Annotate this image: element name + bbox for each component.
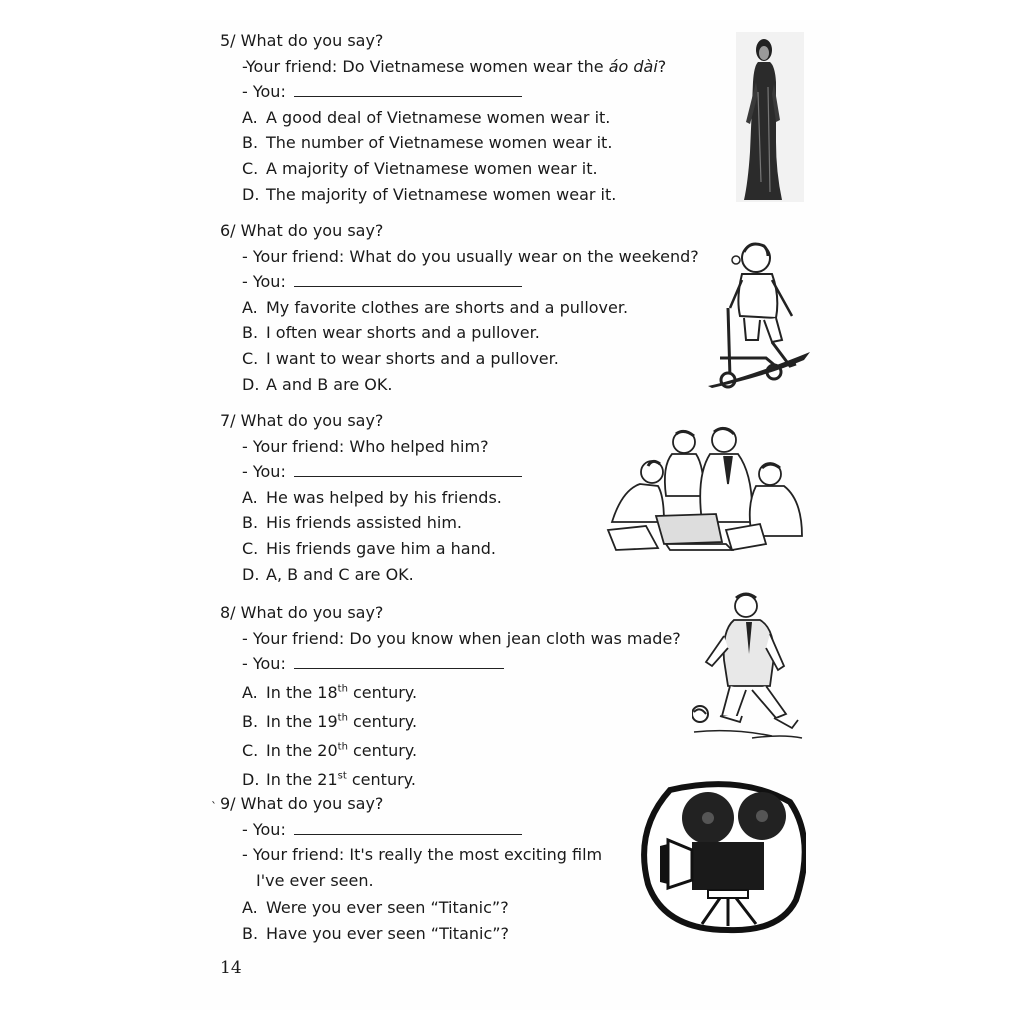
option-d[interactable]: A, B and C are OK. <box>266 564 414 584</box>
question-number: 7/ <box>220 411 236 430</box>
option-letter: B. <box>242 923 259 943</box>
page-number: 14 <box>220 958 242 978</box>
answer-blank[interactable] <box>294 462 522 477</box>
option-b[interactable]: In the 19th century. <box>266 712 418 732</box>
woman-ao-dai-icon <box>736 32 804 202</box>
friend-label: - Your friend: <box>242 845 345 865</box>
man-ball-icon <box>692 590 804 742</box>
option-letter: B. <box>242 133 259 153</box>
question-6 <box>220 218 740 397</box>
option-a[interactable]: A good deal of Vietnamese women wear it. <box>266 107 611 127</box>
question-prompt: What do you say? <box>240 31 384 50</box>
question-number: 8/ <box>220 603 236 622</box>
friend-label: - Your friend: <box>242 628 345 648</box>
you-label: - You: <box>242 819 286 839</box>
option-letter: A. <box>242 487 258 507</box>
question-prompt: What do you say? <box>240 603 384 622</box>
friend-italic-term: áo dài <box>608 56 658 76</box>
stray-mark: ` <box>211 800 217 814</box>
child-scooter-icon <box>706 238 814 390</box>
friend-text: Do you know when jean cloth was made? <box>349 628 681 648</box>
friend-text: What do you usually wear on the weekend? <box>349 246 699 266</box>
option-d[interactable]: The majority of Vietnamese women wear it. <box>266 184 617 204</box>
option-c[interactable]: In the 20th century. <box>266 740 418 760</box>
option-letter: A. <box>242 683 258 703</box>
option-a[interactable]: In the 18th century. <box>266 683 418 703</box>
option-b[interactable]: I often wear shorts and a pullover. <box>266 323 540 343</box>
option-letter: C. <box>242 348 259 368</box>
question-prompt: What do you say? <box>240 794 384 813</box>
answer-blank[interactable] <box>294 654 504 669</box>
option-b[interactable]: The number of Vietnamese women wear it. <box>266 133 613 153</box>
option-letter: B. <box>242 513 259 533</box>
question-prompt: What do you say? <box>240 411 384 430</box>
answer-blank[interactable] <box>294 820 522 835</box>
friend-label: - Your friend: <box>242 246 345 266</box>
option-letter: B. <box>242 323 259 343</box>
option-b[interactable]: His friends assisted him. <box>266 513 462 533</box>
option-b[interactable]: Have you ever seen “Titanic”? <box>266 923 510 943</box>
option-c[interactable]: A majority of Vietnamese women wear it. <box>266 158 598 178</box>
option-a[interactable]: My favorite clothes are shorts and a pullover. <box>266 297 629 317</box>
option-letter: C. <box>242 538 259 558</box>
question-5 <box>220 28 740 207</box>
option-letter: D. <box>242 564 260 584</box>
you-label: - You: <box>242 82 286 102</box>
question-prompt: What do you say? <box>240 221 384 240</box>
option-a[interactable]: He was helped by his friends. <box>266 487 502 507</box>
you-label: - You: <box>242 272 286 292</box>
option-letter: D. <box>242 184 260 204</box>
friend-text: Who helped him? <box>349 436 489 456</box>
option-a[interactable]: Were you ever seen “Titanic”? <box>266 898 509 918</box>
option-letter: C. <box>242 740 259 760</box>
option-letter: D. <box>242 769 260 789</box>
you-label: - You: <box>242 654 286 674</box>
option-letter: B. <box>242 712 259 732</box>
friend-end: ? <box>657 56 667 76</box>
film-camera-icon <box>640 780 806 938</box>
option-c[interactable]: His friends gave him a hand. <box>266 538 496 558</box>
group-laptop-icon <box>606 426 804 554</box>
option-d[interactable]: In the 21st century. <box>266 769 416 789</box>
question-8 <box>220 600 740 792</box>
question-number: 6/ <box>220 221 236 240</box>
friend-label: -Your friend: <box>242 56 338 76</box>
option-letter: A. <box>242 898 258 918</box>
friend-text: It's really the most exciting film <box>349 845 603 865</box>
option-d[interactable]: A and B are OK. <box>266 374 393 394</box>
option-letter: C. <box>242 158 259 178</box>
you-label: - You: <box>242 462 286 482</box>
friend-text: Do Vietnamese women wear the <box>342 56 604 76</box>
friend-label: - Your friend: <box>242 436 345 456</box>
question-number: 9/ <box>220 794 236 813</box>
friend-text-continued: I've ever seen. <box>256 870 374 890</box>
option-letter: D. <box>242 374 260 394</box>
answer-blank[interactable] <box>294 82 522 97</box>
answer-blank[interactable] <box>294 272 522 287</box>
option-letter: A. <box>242 297 258 317</box>
option-c[interactable]: I want to wear shorts and a pullover. <box>266 348 559 368</box>
option-letter: A. <box>242 107 258 127</box>
question-number: 5/ <box>220 31 236 50</box>
